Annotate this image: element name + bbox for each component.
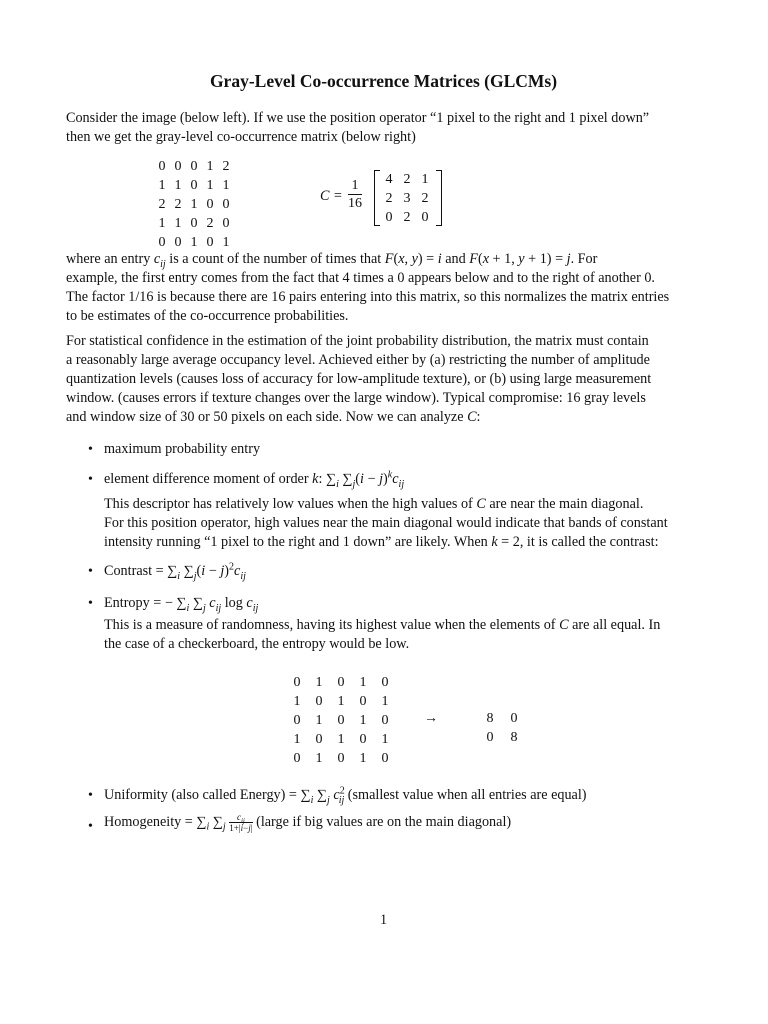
stat-line-5: and window size of 30 or 50 pixels on each side. Now we can analyze C: <box>66 409 481 425</box>
matrix-cell: 1 <box>222 235 230 250</box>
moment-label: element difference moment of order <box>104 471 309 487</box>
matrix-cell: 2 <box>222 159 230 174</box>
matrix-cell: 0 <box>315 694 323 709</box>
checkerboard-row <box>286 749 396 768</box>
stat-line-4: window. (causes errors if texture changes over the large window). Typical compromise: 16 gray levels <box>66 390 646 406</box>
matrix-cell: 0 <box>337 713 345 728</box>
matrix-cell: 8 <box>510 730 518 745</box>
bullet-text: Entropy = − $\sum_i$ $\sum_j$ $c_{ij}$ $\log c_{ij}$ <box>104 595 259 614</box>
matrix-cell: 0 <box>359 732 367 747</box>
matrix-cell: 0 <box>206 235 214 250</box>
matrix-cell: 0 <box>158 235 166 250</box>
moment-desc-3b: , it is called the contrast: <box>519 534 659 550</box>
matrix-cell: 0 <box>222 216 230 231</box>
intro-line-2: then we get the gray-level co-occurrence matrix (below right) <box>66 129 416 145</box>
bullet-dot: • <box>88 472 93 487</box>
entropy-desc-1b: are all equal. In <box>572 617 661 633</box>
moment-desc-2: For this position operator, high values near the main diagonal would indicate that bands of constant <box>104 515 668 531</box>
matrix-cell: 1 <box>158 216 166 231</box>
matrix-cell: 1 <box>190 197 198 212</box>
matrix-cell: 1 <box>293 732 301 747</box>
matrix-cell: 4 <box>385 172 393 187</box>
moment-desc-3a: intensity running “1 pixel to the right and 1 down” are likely. When <box>104 534 488 550</box>
arrow-icon: → <box>424 711 438 726</box>
matrix-cell: 1 <box>315 675 323 690</box>
definition-paragraph <box>66 250 701 326</box>
checkerboard-row <box>286 673 396 692</box>
moment-desc-1a: This descriptor has relatively low values when the high values of <box>104 496 473 512</box>
glcm-fraction <box>348 177 362 212</box>
stat-line-1: For statistical confidence in the estimation of the joint probability distribution, the matrix must contain <box>66 333 649 349</box>
matrix-cell: 0 <box>293 751 301 766</box>
page-number: 1 <box>379 912 388 928</box>
matrix-cell: 0 <box>385 210 393 225</box>
matrix-cell: 1 <box>359 675 367 690</box>
glcm-frac-num: 1 <box>348 177 362 195</box>
matrix-cell: 1 <box>315 751 323 766</box>
matrix-cell: 2 <box>385 191 393 206</box>
entropy-description: This is a measure of randomness, having its highest value when the elements of C are all equal. In the case of a checkerboard, the entropy would be low. <box>104 616 701 654</box>
image-matrix-row <box>154 195 234 214</box>
matrix-cell: 1 <box>337 694 345 709</box>
entropy-desc-1a: This is a measure of randomness, having its highest value when the elements of <box>104 617 556 633</box>
uniformity-label: Uniformity (also called Energy) <box>104 787 286 803</box>
uniformity-note: (smallest value when all entries are equal) <box>347 787 587 803</box>
matrix-cell: 0 <box>190 216 198 231</box>
document-page <box>66 0 701 1024</box>
matrix-cell: 0 <box>174 235 182 250</box>
homogeneity-label: Homogeneity <box>104 813 182 830</box>
matrix-cell: 0 <box>158 159 166 174</box>
matrix-cell: 2 <box>158 197 166 212</box>
matrix-cell: 1 <box>222 178 230 193</box>
bullet-text: Contrast = $\sum_i$ $\sum_j(i - j)^2c_{ij}$ <box>104 561 246 582</box>
matrix-cell: 1 <box>174 178 182 193</box>
def-text-a: where an entry <box>66 251 151 267</box>
glcm-matrix-row <box>380 208 434 227</box>
matrix-cell: 0 <box>337 751 345 766</box>
matrix-cell: 0 <box>293 713 301 728</box>
bullet-dot: • <box>88 442 93 457</box>
matrix-cell: 8 <box>486 711 494 726</box>
bullet-text: Uniformity (also called Energy) = $\sum_i$ $\sum_j$ $c^2_{ij}$ (smallest value when all entries are equal) <box>104 785 587 806</box>
bullet-dot: • <box>88 564 93 579</box>
checkerboard-row <box>286 711 396 730</box>
entropy-label: Entropy <box>104 595 150 611</box>
glcm-frac-den: 16 <box>348 196 362 211</box>
matrix-cell: 1 <box>315 713 323 728</box>
glcm-matrix-row <box>380 189 434 208</box>
matrix-cell: 1 <box>359 713 367 728</box>
matrix-cell: 0 <box>222 197 230 212</box>
checkerboard-row <box>286 730 396 749</box>
matrix-cell: 3 <box>403 191 411 206</box>
matrix-cell: 1 <box>158 178 166 193</box>
def-text-c: and <box>445 251 466 267</box>
matrix-cell: 0 <box>381 675 389 690</box>
matrix-cell: 1 <box>293 694 301 709</box>
matrix-cell: 0 <box>421 210 429 225</box>
definition-line-4: to be estimates of the co-occurrence probabilities. <box>66 308 349 324</box>
image-matrix-row <box>154 176 234 195</box>
checkerboard-glcm <box>478 709 526 747</box>
matrix-cell: 1 <box>206 178 214 193</box>
matrix-cell: 2 <box>174 197 182 212</box>
bullet-text: element difference moment of order k: $\sum_i$ $\sum_j(i - j)^kc_{ij}$ <box>104 469 405 490</box>
matrix-cell: 1 <box>381 732 389 747</box>
stat-line-2: a reasonably large average occupancy level. Achieved either by (a) restricting the number of amplitude <box>66 352 650 368</box>
glcm-matrix-row <box>380 170 434 189</box>
def-text-d: . For <box>570 251 598 267</box>
def-text-b: is a count of the number of times that <box>169 251 382 267</box>
bullet-dot: • <box>88 596 93 611</box>
matrix-cell: 0 <box>293 675 301 690</box>
matrix-cell: 1 <box>206 159 214 174</box>
matrix-cell: 1 <box>174 216 182 231</box>
definition-line-1: where an entry $c_{ij}$ is a count of the number of times that F(x, y) = i and F(x + 1, y + 1) = j. For <box>66 251 598 270</box>
matrix-cell: 2 <box>403 172 411 187</box>
matrix-cell: 2 <box>421 191 429 206</box>
definition-line-3: The factor 1/16 is because there are 16 pairs entering into this matrix, so this normalizes the matrix entries <box>66 289 670 305</box>
intro-line-1: Consider the image (below left). If we use the position operator “1 pixel to the right and 1 pixel down” <box>66 110 650 126</box>
matrix-cell: 0 <box>381 713 389 728</box>
matrix-cell: 2 <box>403 210 411 225</box>
checker-glcm-row <box>478 709 526 728</box>
matrix-cell: 1 <box>190 235 198 250</box>
matrix-cell: 2 <box>206 216 214 231</box>
homogeneity-note: (large if big values are on the main diagonal) <box>256 813 512 830</box>
matrix-cell: 1 <box>421 172 429 187</box>
matrix-cell: 0 <box>315 732 323 747</box>
checker-glcm-row <box>478 728 526 747</box>
checkerboard-matrix <box>286 673 396 768</box>
matrix-cell: 1 <box>381 694 389 709</box>
checkerboard-row <box>286 692 396 711</box>
bullet-text: Homogeneity = $\sum_i$ $\sum_j$ $c_{ij}$ 1+|i−j| (large if big values are on the main diagonal) <box>104 812 512 833</box>
moment-description: This descriptor has relatively low values when the high values of C are near the main diagonal. For this position operator, high values near the main diagonal would indicate that bands of constant intensity running “1 pixel to the right and 1 down” are likely. When k = 2, it is called the contrast: <box>104 495 701 552</box>
stat-line-3: quantization levels (causes loss of accuracy for low-amplitude texture), or (b) using large measurement <box>66 371 652 387</box>
matrix-cell: 0 <box>190 178 198 193</box>
image-matrix <box>154 157 234 252</box>
matrix-cell: 0 <box>510 711 518 726</box>
image-matrix-row <box>154 214 234 233</box>
image-matrix-row <box>154 157 234 176</box>
intro-paragraph <box>66 109 701 147</box>
matrix-cell: 0 <box>190 159 198 174</box>
bullet-dot: • <box>88 819 93 834</box>
matrix-cell: 0 <box>206 197 214 212</box>
contrast-label: Contrast <box>104 563 153 579</box>
matrix-cell: 0 <box>381 751 389 766</box>
bullet-text: maximum probability entry <box>104 441 261 457</box>
glcm-matrix <box>380 170 434 227</box>
moment-desc-1b: are near the main diagonal. <box>489 496 644 512</box>
matrix-cell: 1 <box>359 751 367 766</box>
definition-line-2: example, the first entry comes from the fact that 4 times a 0 appears below and to the right of another 0. <box>66 270 655 286</box>
statistics-paragraph <box>66 332 701 427</box>
homogeneity-fraction: $c_{ij}$ 1+|i−j| <box>229 812 253 833</box>
entropy-desc-2: the case of a checkerboard, the entropy would be low. <box>104 636 410 652</box>
glcm-lhs: C = <box>320 188 343 204</box>
bullet-dot: • <box>88 788 93 803</box>
stat-line-5-text: and window size of 30 or 50 pixels on each side. Now we can analyze <box>66 409 464 425</box>
page-title: Gray-Level Co-occurrence Matrices (GLCMs) <box>209 71 558 91</box>
glcm-right-bracket <box>436 170 442 226</box>
matrix-cell: 1 <box>337 732 345 747</box>
matrix-cell: 0 <box>174 159 182 174</box>
matrix-cell: 0 <box>359 694 367 709</box>
matrix-cell: 0 <box>337 675 345 690</box>
matrix-cell: 0 <box>486 730 494 745</box>
